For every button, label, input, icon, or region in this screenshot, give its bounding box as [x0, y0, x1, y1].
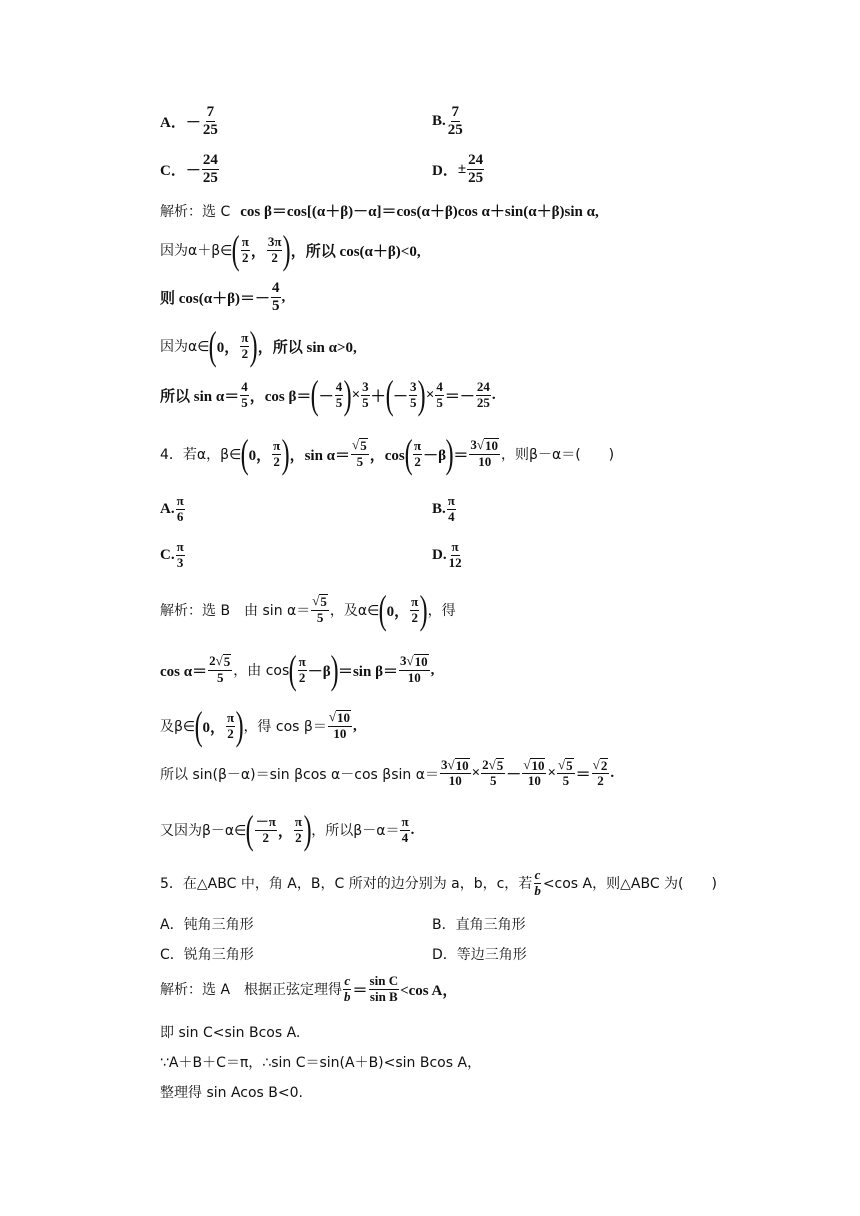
fraction: $\frac{24}{25}$ [468, 152, 484, 187]
q3-solution-line-4: 因为α∈ ( 0， $\frac{\pi}{2}$ ) ，所以 sin α>0, [160, 323, 357, 368]
q3-option-d: D． ± $\frac{24}{25}$ [432, 152, 484, 187]
q3-option-b: B. $\frac{7}{25}$ [432, 104, 463, 139]
q5-option-d: D．等边三角形 [432, 947, 527, 963]
fraction: $\frac{24}{25}$ [202, 152, 218, 187]
q4-solution-line-5: 又因为β－α∈ ( $\frac{-\pi}{2}$ ， $\frac{\pi}{2}$ ) ，所以β－α＝ $\frac{\pi}{4}$ . [160, 807, 415, 852]
q5-solution-line-2: 即 sin C<sin Bcos A. [160, 1025, 301, 1041]
fraction: $\frac{7}{25}$ [447, 104, 463, 139]
fraction: $\frac{7}{25}$ [202, 104, 218, 139]
fraction: $\frac{4}{5}$ [272, 280, 280, 315]
interval: ( 0， $\frac{\pi}{2}$ ) [209, 323, 259, 368]
q3-solution-line-3: 则 cos(α＋β)＝－ $\frac{4}{5}$ , [160, 280, 286, 315]
q4-solution-line-4: 所以 sin(β－α)＝sin βcos α－cos βsin α＝ 3 √ 10 10 × 2 √ 5 5 － √ 10 10 × √ 5 5 ＝ √ 2 2 . [160, 757, 615, 789]
q3-solution-line-5: 所以 sin α＝ $\frac{4}{5}$ ，cos β＝ ( － $\frac{4}{5}$ ) × $\frac{3}{5}$ ＋ ( － $\frac{3}{5}$ ) × $\frac{4}{5}$ ＝－ $\frac{24}{25}$ . [160, 372, 496, 417]
q4-option-b: B. $\frac{\pi}{4}$ [432, 493, 455, 524]
q5-option-c: C．锐角三角形 [160, 947, 254, 963]
interval: ( 0， $\frac{\pi}{2}$ ) [240, 431, 290, 476]
q5-solution-line-1: 解析：选 A 根据正弦定理得 $\frac{c}{b}$ ＝ $\frac{\text{sin C}}{\text{sin B}}$ <cos A， [160, 973, 458, 1004]
q4-stem: 4．若α，β∈ ( 0， $\frac{\pi}{2}$ ) ，sin α＝ √ 5 5 ，cos ( $\frac{\pi}{2}$ －β ) ＝ 3 √ 10 10 ，则β－α＝( ) [160, 431, 615, 476]
q3-solution-line-1: 解析：选 C cos β＝cos[(α＋β)－α]＝cos(α＋β)cos α＋sin(α＋β)sin α, [160, 203, 599, 220]
q5-option-b: B．直角三角形 [432, 917, 526, 933]
q3-option-c: C． － $\frac{24}{25}$ [160, 152, 218, 187]
q4-option-a: A. $\frac{\pi}{6}$ [160, 493, 184, 524]
interval: ( $\frac{\pi}{2}$ ， $\frac{3\pi}{2}$ ) [232, 227, 292, 272]
q3-option-a: A． － $\frac{7}{25}$ [160, 104, 218, 139]
q5-option-a: A．钝角三角形 [160, 917, 254, 933]
q5-solution-line-3: ∵A＋B＋C＝π，∴sin C＝sin(A＋B)<sin Bcos A， [160, 1055, 482, 1071]
q3-solution-line-2: 因为α＋β∈ ( $\frac{\pi}{2}$ ， $\frac{3\pi}{2}$ ) ，所以 cos(α＋β)<0, [160, 227, 421, 272]
q4-option-c: C. $\frac{\pi}{3}$ [160, 539, 184, 570]
q5-solution-line-4: 整理得 sin Acos B<0. [160, 1085, 303, 1101]
q4-solution-line-2: cos α＝ 2 √ 5 5 ，由 cos ( $\frac{\pi}{2}$ －β ) ＝sin β＝ 3 √ 10 10 , [160, 647, 435, 692]
q5-stem: 5．在△ABC 中，角 A，B，C 所对的边分别为 a，b，c，若 $\frac{c}{b}$ <cos A，则△ABC 为( ) [160, 867, 717, 898]
q4-option-d: D. $\frac{\pi}{12}$ [432, 539, 462, 570]
q4-solution-line-3: 及β∈ ( 0， $\frac{\pi}{2}$ ) ，得 cos β＝ √ 10 10 , [160, 703, 357, 748]
q4-solution-line-1: 解析：选 B 由 sin α＝ √ 5 5 ，及α∈ ( 0， $\frac{\pi}{2}$ ) ，得 [160, 587, 456, 632]
